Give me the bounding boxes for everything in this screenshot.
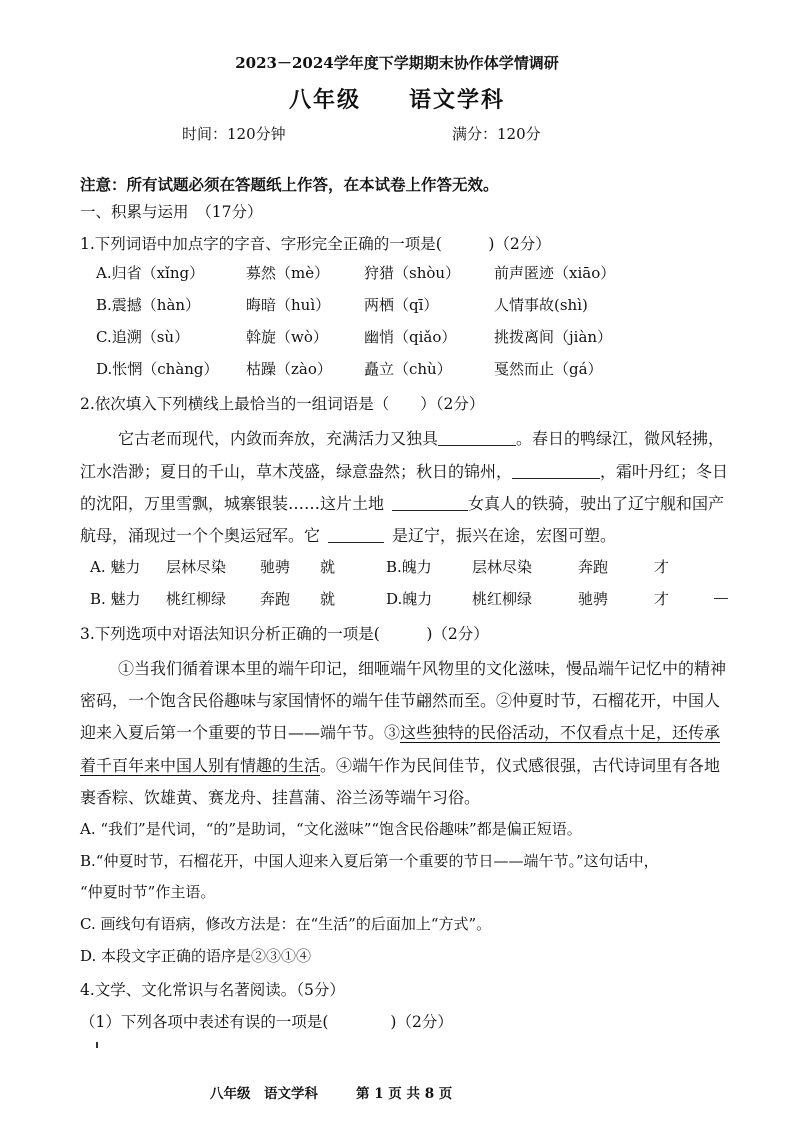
q1-option-c3: 幽悄（qiǎo） [364,328,457,346]
q2-option: 才 [654,590,670,608]
q3-underlined-sentence: 着千百年来中国人别有情趣的生活 [80,756,321,775]
q1-option-a4: 前声匿迹（xiāo） [494,264,616,282]
q1-stem: 1.下列词语中加点字的字音、字形完全正确的一项是( )（2分） [80,235,551,253]
q2-option: 层林尽染 [166,558,227,576]
q3-passage-line [80,753,720,776]
q2-option: B. 魅力 [90,590,141,608]
q2-passage-line [80,459,728,482]
q3-option-b-cont: “仲夏时节”作主语。 [80,883,216,901]
grade-subject: 八年级 语文学科 [288,87,505,113]
q2-passage-line [118,426,724,449]
q1-option-a3: 狩猎（shòu） [364,264,461,282]
q2-option: A. 魅力 [90,558,141,576]
q2-passage-line [80,491,724,514]
notice: 注意：所有试题必须在答题纸上作答，在本试卷上作答无效。 [80,175,499,194]
q2-text: 。春日的鸭绿江，微风轻拂， [516,429,725,448]
q3-text: 。④端午作为民间佳节，仪式感很强，古代诗词里有各地 [320,756,721,775]
q1-option-c1: C.追溯（sù） [96,328,190,346]
q3-passage-line: 密码，一个饱含民俗趣味与家国情怀的端午佳节翩然而至。②仲夏时节，石榴花开，中国人 [80,691,721,710]
q2-option: D.魄力 [386,590,433,608]
q2-text: ，霜叶丹红；冬日 [600,462,729,481]
q1-option-a1: A.归省（xǐng） [96,264,205,282]
scan-speck [96,1042,98,1048]
q1-option-c4: 挑拨离间（jiàn） [494,328,613,346]
q1-option-a2: 募然（mè） [246,264,330,282]
footer-page-number: 第 1 页 共 8 页 [356,1086,453,1102]
q1-option-d4: 戛然而止（gá） [494,360,603,378]
q1-option-b3: 两栖（qī） [364,296,439,314]
q2-text: 是辽宁，振兴在途，宏图可塑。 [392,526,617,545]
q2-passage-line [80,523,616,546]
q3-option-a: A. “我们”是代词，“的”是助词，“文化滋味”“饱含民俗趣味”都是偏正短语。 [80,820,582,838]
q1-option-b2: 晦暗（huì） [246,296,331,314]
q3-text: 迎来入夏后第一个重要的节日——端午节。③ [80,723,401,742]
q3-option-b: B.“仲夏时节，石榴花开，中国人迎来入夏后第一个重要的节日——端午节。”这句话中， [80,852,659,870]
q3-underlined-sentence: 这些独特的民俗活动，不仅看点十足，还传承 [400,723,721,742]
q2-option: B.魄力 [386,558,432,576]
q3-passage-line [80,720,720,743]
q2-stem: 2.依次填入下列横线上最恰当的一组词语是（ ）（2分） [80,395,485,413]
q1-option-c2: 斡旋（wò） [246,328,328,346]
exam-time: 时间：120分钟 [182,125,286,143]
scan-speck [714,598,728,599]
q3-stem: 3.下列选项中对语法知识分析正确的一项是( )（2分） [80,625,489,643]
answer-blank [438,429,516,446]
q2-text: 江水浩渺；夏日的千山，草木茂盛，绿意盎然；秋日的锦州， [80,462,513,481]
q3-option-c: C. 画线句有语病，修改方法是：在“生活”的后面加上“方式”。 [80,915,492,933]
q3-option-d: D. 本段文字正确的语序是②③①④ [80,947,312,965]
exam-title: 2023－2024学年度下学期期末协作体学情调研 [235,54,559,72]
q2-option: 就 [320,558,336,576]
q3-passage-line: ①当我们循着课本里的端午印记，细咂端午风物里的文化滋味，慢品端午记忆中的精神 [118,659,727,678]
q2-option: 奔跑 [578,558,609,576]
q2-option: 就 [320,590,336,608]
q2-option: 才 [654,558,670,576]
q2-text: 它古老而现代，内敛而奔放，充满活力又独具 [118,429,439,448]
answer-blank [512,462,600,479]
answer-blank [328,526,384,543]
q2-option: 奔跑 [260,590,291,608]
q2-option: 驰骋 [578,590,609,608]
exam-score: 满分：120分 [452,125,541,143]
q2-option: 桃红柳绿 [166,590,227,608]
q2-option: 桃红柳绿 [472,590,533,608]
answer-blank [392,494,468,511]
footer-grade-subject: 八年级 语文学科 [210,1086,318,1102]
q1-option-d2: 枯躁（zào） [246,360,332,378]
q2-text: 女真人的铁骑，驶出了辽宁舰和国产 [468,494,725,513]
q2-option: 驰骋 [260,558,291,576]
q1-option-b4: 人情事故(shì) [494,296,588,314]
q1-option-b1: B.震撼（hàn） [96,296,201,314]
section-heading: 一、积累与运用 （17分） [80,203,263,221]
q4-stem: 4.文学、文化常识与名著阅读。（5分） [80,981,345,999]
q4-subquestion-1: （1）下列各项中表述有误的一项是( )（2分） [80,1013,453,1031]
q1-option-d1: D.怅惘（chàng） [96,360,219,378]
q2-option: 层林尽染 [472,558,533,576]
q2-text: 的沈阳，万里雪飘，城寨银装……这片土地 [80,494,385,513]
q1-option-d3: 矗立（chù） [364,360,452,378]
q3-passage-line: 裹香粽、饮雄黄、赛龙舟、挂菖蒲、浴兰汤等端午习俗。 [80,788,481,807]
q2-text: 航母，涌现过一个个奥运冠军。它 [80,526,321,545]
